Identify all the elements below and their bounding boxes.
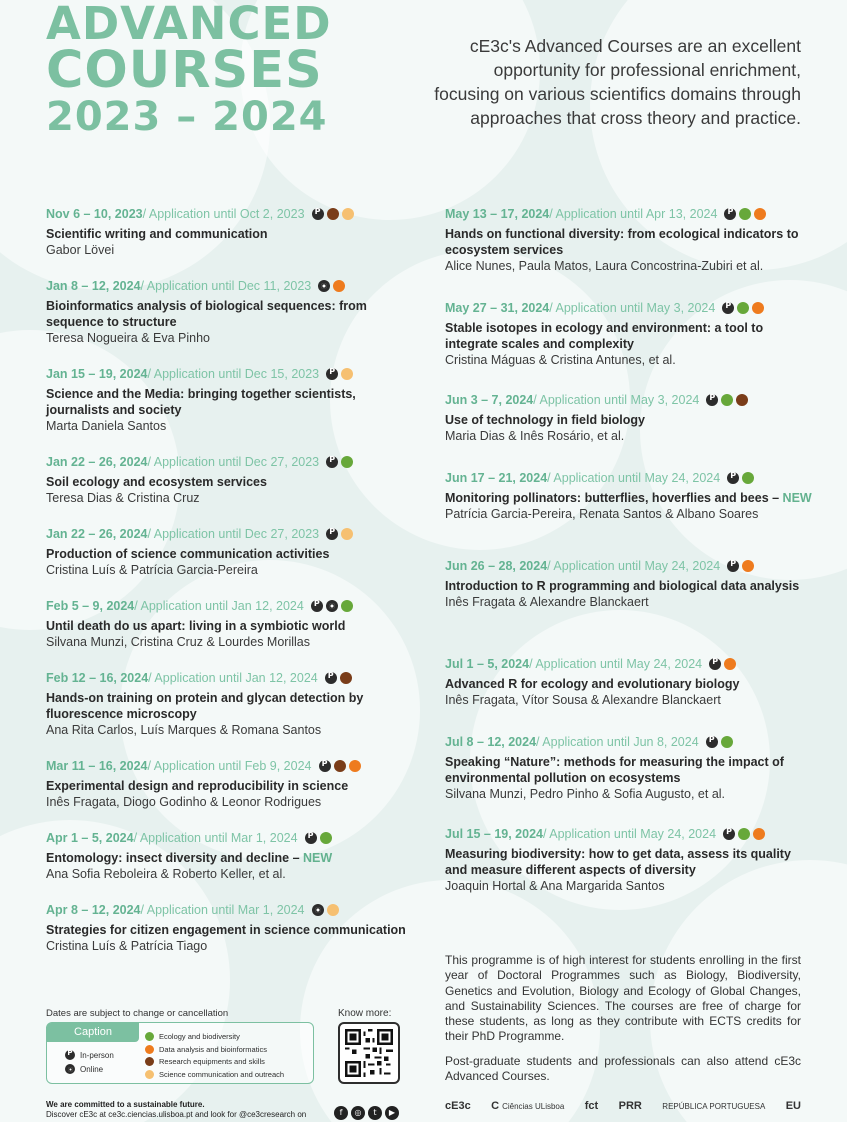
course-title-text: Production of science communication activities <box>46 547 330 561</box>
course-title-text: Monitoring pollinators: butterflies, hoverflies and bees – <box>445 491 783 505</box>
discover-text: Discover cE3c at ce3c.ciencias.ulisboa.pt and look for @ce3cresearch on <box>46 1110 307 1119</box>
course-date: Jan 22 – 26, 2024 <box>46 527 148 541</box>
course-item <box>445 207 815 274</box>
course-application-deadline: / Application until Dec 27, 2023 <box>147 455 320 469</box>
course-title-text: Stable isotopes in ecology and environment: a tool to integrate scales and complexity <box>445 321 764 351</box>
in-person-icon <box>706 394 718 406</box>
logo-mark: fct <box>584 1100 599 1112</box>
course-title <box>445 412 815 428</box>
course-tags <box>312 904 339 916</box>
course-title-text: Bioinformatics analysis of biological sequences: from sequence to structure <box>46 299 367 329</box>
facebook-icon[interactable]: f <box>334 1106 348 1120</box>
twitter-icon[interactable]: t <box>368 1106 382 1120</box>
yellow-dot-icon <box>341 528 353 540</box>
course-instructors: Inês Fragata, Vítor Sousa & Alexandre Blanckaert <box>445 693 721 707</box>
legend-label: Ecology and biodiversity <box>159 1032 240 1041</box>
course-schedule <box>46 367 406 381</box>
course-application-deadline: / Application until Oct 2, 2023 <box>142 207 305 221</box>
course-schedule <box>46 831 406 845</box>
instagram-icon[interactable]: ◎ <box>351 1106 365 1120</box>
course-instructors: Inês Fragata & Alexandre Blanckaert <box>445 595 649 609</box>
green-dot-icon <box>341 456 353 468</box>
course-application-deadline: / Application until May 24, 2024 <box>547 559 721 573</box>
course-title-text: Hands on functional diversity: from ecological indicators to ecosystem services <box>445 227 799 257</box>
course-tags <box>706 394 748 406</box>
logo-text: REPÚBLICA PORTUGUESA <box>662 1101 766 1111</box>
partner-logo <box>445 1100 471 1112</box>
legend-item <box>145 1032 240 1041</box>
caption-online-label: Online <box>80 1064 104 1074</box>
page-title <box>46 0 356 141</box>
legend-label: Research equipments and skills <box>159 1057 265 1066</box>
orange-dot-icon <box>333 280 345 292</box>
course-title <box>46 690 406 722</box>
course-schedule <box>445 301 815 315</box>
course-title <box>445 226 815 258</box>
course-schedule <box>46 527 406 541</box>
course-item <box>46 527 406 578</box>
course-date: Jan 15 – 19, 2024 <box>46 367 148 381</box>
course-tags <box>326 528 353 540</box>
course-schedule <box>445 559 815 573</box>
logo-mark: C <box>491 1100 500 1112</box>
course-title <box>46 474 406 490</box>
course-tags <box>305 832 332 844</box>
orange-dot-icon <box>742 560 754 572</box>
dates-disclaimer: Dates are subject to change or cancellation <box>46 1008 229 1019</box>
course-title-text: Strategies for citizen engagement in science communication <box>46 923 406 937</box>
course-title <box>46 618 406 634</box>
logo-text: Ciências ULisboa <box>502 1101 565 1111</box>
course-item <box>445 301 815 368</box>
yellow-dot-icon <box>341 368 353 380</box>
social-links <box>334 1106 399 1120</box>
course-title-text: Science and the Media: bringing together scientists, journalists and society <box>46 387 356 417</box>
footer-note <box>46 1100 306 1120</box>
course-title-text: Until death do us apart: living in a symbiotic world <box>46 619 346 633</box>
green-dot-icon <box>738 828 750 840</box>
course-title-text: Soil ecology and ecosystem services <box>46 475 267 489</box>
in-person-icon <box>709 658 721 670</box>
course-title <box>46 226 406 242</box>
partner-logo <box>786 1100 801 1112</box>
course-item <box>445 827 815 894</box>
legend-item <box>145 1045 267 1054</box>
in-person-icon <box>727 560 739 572</box>
title-line-3: 2023 – 2024 <box>46 94 328 141</box>
logo-mark: EU <box>785 1100 801 1112</box>
brown-dot-icon <box>145 1057 154 1066</box>
legend-label: Data analysis and bioinformatics <box>159 1045 267 1054</box>
new-badge: NEW <box>303 851 333 865</box>
green-dot-icon <box>341 600 353 612</box>
course-tags <box>724 208 766 220</box>
course-date: Nov 6 – 10, 2023 <box>46 207 143 221</box>
legend-item <box>145 1070 284 1079</box>
course-title-text: Measuring biodiversity: how to get data, assess its quality and measure different aspects of diversity <box>445 847 791 877</box>
brown-dot-icon <box>327 208 339 220</box>
orange-dot-icon <box>724 658 736 670</box>
partner-logo <box>585 1100 598 1112</box>
course-title <box>46 850 406 866</box>
online-icon <box>65 1064 75 1074</box>
course-tags <box>319 760 361 772</box>
course-application-deadline: / Application until May 3, 2024 <box>549 301 716 315</box>
commitment-text: We are committed to a sustainable future. <box>46 1100 205 1109</box>
course-item <box>445 471 815 522</box>
in-person-icon <box>326 368 338 380</box>
qr-code[interactable] <box>338 1022 400 1084</box>
course-item <box>46 367 406 434</box>
course-title <box>445 676 815 692</box>
course-schedule <box>46 759 406 773</box>
course-instructors: Ana Sofia Reboleira & Roberto Keller, et al. <box>46 867 286 881</box>
course-instructors: Inês Fragata, Diogo Godinho & Leonor Rodrigues <box>46 795 322 809</box>
course-item <box>445 735 815 802</box>
course-instructors: Alice Nunes, Paula Matos, Laura Concostrina-Zubiri et al. <box>445 259 764 273</box>
programme-info-paragraph: This programme is of high interest for students enrolling in the first year of Doctoral Programmes such as Biology, Biodiversity, Genetics and Evolution, Biology and Ecology of Global Changes, and Sustainability Sciences. The courses are free of charge for these students, as long as they contribute with ECTS credits for their PhD Programme. <box>445 953 801 1044</box>
in-person-icon <box>723 828 735 840</box>
course-item <box>445 657 815 708</box>
course-item <box>46 455 406 506</box>
brown-dot-icon <box>736 394 748 406</box>
online-icon <box>312 904 324 916</box>
course-instructors: Cristina Máguas & Cristina Antunes, et al. <box>445 353 676 367</box>
green-dot-icon <box>742 472 754 484</box>
course-title <box>445 578 815 594</box>
course-date: Feb 5 – 9, 2024 <box>46 599 135 613</box>
course-date: Jun 26 – 28, 2024 <box>445 559 548 573</box>
course-schedule <box>46 455 406 469</box>
course-application-deadline: / Application until May 24, 2024 <box>529 657 703 671</box>
course-date: Mar 11 – 16, 2024 <box>46 759 148 773</box>
caption-in-person-label: In-person <box>80 1050 114 1060</box>
green-dot-icon <box>721 736 733 748</box>
course-item <box>445 559 815 610</box>
course-instructors: Marta Daniela Santos <box>46 419 167 433</box>
course-date: Jul 8 – 12, 2024 <box>445 735 537 749</box>
course-application-deadline: / Application until Dec 27, 2023 <box>147 527 320 541</box>
course-title <box>445 320 815 352</box>
course-schedule <box>46 903 406 917</box>
course-schedule <box>445 207 815 221</box>
course-title <box>445 846 815 878</box>
course-tags <box>706 736 733 748</box>
course-tags <box>709 658 736 670</box>
orange-dot-icon <box>753 828 765 840</box>
course-instructors: Cristina Luís & Patrícia Garcia-Pereira <box>46 563 258 577</box>
course-date: Jan 8 – 12, 2024 <box>46 279 141 293</box>
brown-dot-icon <box>334 760 346 772</box>
course-application-deadline: / Application until Jan 12, 2024 <box>134 599 304 613</box>
caption-in-person <box>65 1050 114 1060</box>
partner-logo <box>491 1100 564 1112</box>
course-application-deadline: / Application until Mar 1, 2024 <box>140 903 305 917</box>
course-title <box>46 778 406 794</box>
course-application-deadline: / Application until May 24, 2024 <box>543 827 717 841</box>
logo-mark: PRR <box>618 1100 642 1112</box>
course-instructors: Cristina Luís & Patrícia Tiago <box>46 939 208 953</box>
course-schedule <box>445 735 815 749</box>
course-schedule <box>46 671 406 685</box>
course-application-deadline: / Application until Dec 11, 2023 <box>140 279 312 293</box>
course-application-deadline: / Application until Dec 15, 2023 <box>147 367 320 381</box>
programme-info <box>445 953 801 1084</box>
course-instructors: Joaquin Hortal & Ana Margarida Santos <box>445 879 665 893</box>
green-dot-icon <box>320 832 332 844</box>
course-tags <box>326 456 353 468</box>
course-date: May 13 – 17, 2024 <box>445 207 550 221</box>
partner-logo <box>619 1100 642 1112</box>
course-application-deadline: / Application until Feb 9, 2024 <box>147 759 312 773</box>
course-title <box>46 386 406 418</box>
new-badge: NEW <box>782 491 812 505</box>
course-date: May 27 – 31, 2024 <box>445 301 550 315</box>
green-dot-icon <box>721 394 733 406</box>
caption-online <box>65 1064 103 1074</box>
intro-text: cE3c's Advanced Courses are an excellent opportunity for professional enrichment, focusing on various scientifics domains through approaches that cross theory and practice. <box>434 36 801 128</box>
course-item <box>445 393 815 444</box>
course-item <box>46 279 406 346</box>
course-date: Jun 17 – 21, 2024 <box>445 471 548 485</box>
course-tags <box>727 472 754 484</box>
course-item <box>46 759 406 810</box>
course-tags <box>325 672 352 684</box>
course-schedule <box>445 827 815 841</box>
course-date: Apr 1 – 5, 2024 <box>46 831 134 845</box>
course-title <box>445 490 815 506</box>
title-line-2: COURSES <box>46 41 323 101</box>
orange-dot-icon <box>752 302 764 314</box>
programme-info-paragraph: Post-graduate students and professionals can also attend cE3c Advanced Courses. <box>445 1053 801 1084</box>
course-title <box>46 546 406 562</box>
course-application-deadline: / Application until May 3, 2024 <box>533 393 700 407</box>
course-title-text: Speaking “Nature”: methods for measuring the impact of environmental pollution on ecosystems <box>445 755 784 785</box>
course-title-text: Experimental design and reproducibility in science <box>46 779 349 793</box>
course-title <box>46 298 406 330</box>
course-schedule <box>445 393 815 407</box>
course-date: Jun 3 – 7, 2024 <box>445 393 534 407</box>
legend-item <box>145 1057 265 1066</box>
course-title-text: Introduction to R programming and biological data analysis <box>445 579 800 593</box>
course-date: Jul 15 – 19, 2024 <box>445 827 543 841</box>
course-title-text: Use of technology in field biology <box>445 413 646 427</box>
course-date: Feb 12 – 16, 2024 <box>46 671 149 685</box>
orange-dot-icon <box>349 760 361 772</box>
course-tags <box>318 280 345 292</box>
course-instructors: Ana Rita Carlos, Luís Marques & Romana Santos <box>46 723 322 737</box>
caption-label: Caption <box>47 1023 139 1042</box>
course-title <box>46 922 406 938</box>
course-schedule <box>445 471 815 485</box>
caption-box <box>46 1022 314 1084</box>
course-schedule <box>46 207 406 221</box>
course-tags <box>312 208 354 220</box>
course-title-text: Hands-on training on protein and glycan detection by fluorescence microscopy <box>46 691 364 721</box>
course-schedule <box>445 657 815 671</box>
course-date: Jul 1 – 5, 2024 <box>445 657 530 671</box>
logo-mark: cE3c <box>445 1100 471 1112</box>
online-icon <box>318 280 330 292</box>
in-person-icon <box>724 208 736 220</box>
course-tags <box>311 600 353 612</box>
course-application-deadline: / Application until Apr 13, 2024 <box>549 207 718 221</box>
course-title-text: Scientific writing and communication <box>46 227 268 241</box>
in-person-icon <box>706 736 718 748</box>
in-person-icon <box>325 672 337 684</box>
course-instructors: Teresa Nogueira & Eva Pinho <box>46 331 210 345</box>
course-item <box>46 831 406 882</box>
youtube-icon[interactable]: ▶ <box>385 1106 399 1120</box>
in-person-icon <box>319 760 331 772</box>
course-instructors: Gabor Lövei <box>46 243 115 257</box>
in-person-icon <box>311 600 323 612</box>
course-application-deadline: / Application until May 24, 2024 <box>547 471 721 485</box>
orange-dot-icon <box>754 208 766 220</box>
orange-dot-icon <box>145 1045 154 1054</box>
partner-logo <box>662 1102 765 1111</box>
yellow-dot-icon <box>145 1070 154 1079</box>
course-title-text: Advanced R for ecology and evolutionary biology <box>445 677 740 691</box>
qr-code-icon <box>345 1029 393 1077</box>
course-date: Apr 8 – 12, 2024 <box>46 903 141 917</box>
yellow-dot-icon <box>342 208 354 220</box>
in-person-icon <box>305 832 317 844</box>
course-item <box>46 207 406 258</box>
course-instructors: Teresa Dias & Cristina Cruz <box>46 491 200 505</box>
course-tags <box>723 828 765 840</box>
course-title <box>445 754 815 786</box>
course-item <box>46 903 406 954</box>
course-date: Jan 22 – 26, 2024 <box>46 455 148 469</box>
course-instructors: Maria Dias & Inês Rosário, et al. <box>445 429 625 443</box>
in-person-icon <box>65 1050 75 1060</box>
in-person-icon <box>312 208 324 220</box>
brown-dot-icon <box>340 672 352 684</box>
course-schedule <box>46 279 406 293</box>
know-more-label: Know more: <box>338 1008 392 1019</box>
course-tags <box>727 560 754 572</box>
course-tags <box>326 368 353 380</box>
title-line-1: ADVANCED <box>46 0 332 50</box>
yellow-dot-icon <box>327 904 339 916</box>
course-item <box>46 599 406 650</box>
green-dot-icon <box>145 1032 154 1041</box>
in-person-icon <box>722 302 734 314</box>
course-application-deadline: / Application until Jun 8, 2024 <box>536 735 699 749</box>
course-instructors: Patrícia Garcia-Pereira, Renata Santos & Albano Soares <box>445 507 759 521</box>
in-person-icon <box>326 528 338 540</box>
course-application-deadline: / Application until Mar 1, 2024 <box>133 831 298 845</box>
course-application-deadline: / Application until Jan 12, 2024 <box>148 671 318 685</box>
course-instructors: Silvana Munzi, Cristina Cruz & Lourdes Morillas <box>46 635 310 649</box>
partner-logos <box>445 1100 801 1112</box>
course-item <box>46 671 406 738</box>
green-dot-icon <box>737 302 749 314</box>
course-title-text: Entomology: insect diversity and decline – <box>46 851 304 865</box>
course-tags <box>722 302 764 314</box>
course-schedule <box>46 599 406 613</box>
online-icon <box>326 600 338 612</box>
course-instructors: Silvana Munzi, Pedro Pinho & Sofia Augusto, et al. <box>445 787 726 801</box>
in-person-icon <box>727 472 739 484</box>
in-person-icon <box>326 456 338 468</box>
green-dot-icon <box>739 208 751 220</box>
legend-label: Science communication and outreach <box>159 1070 285 1079</box>
